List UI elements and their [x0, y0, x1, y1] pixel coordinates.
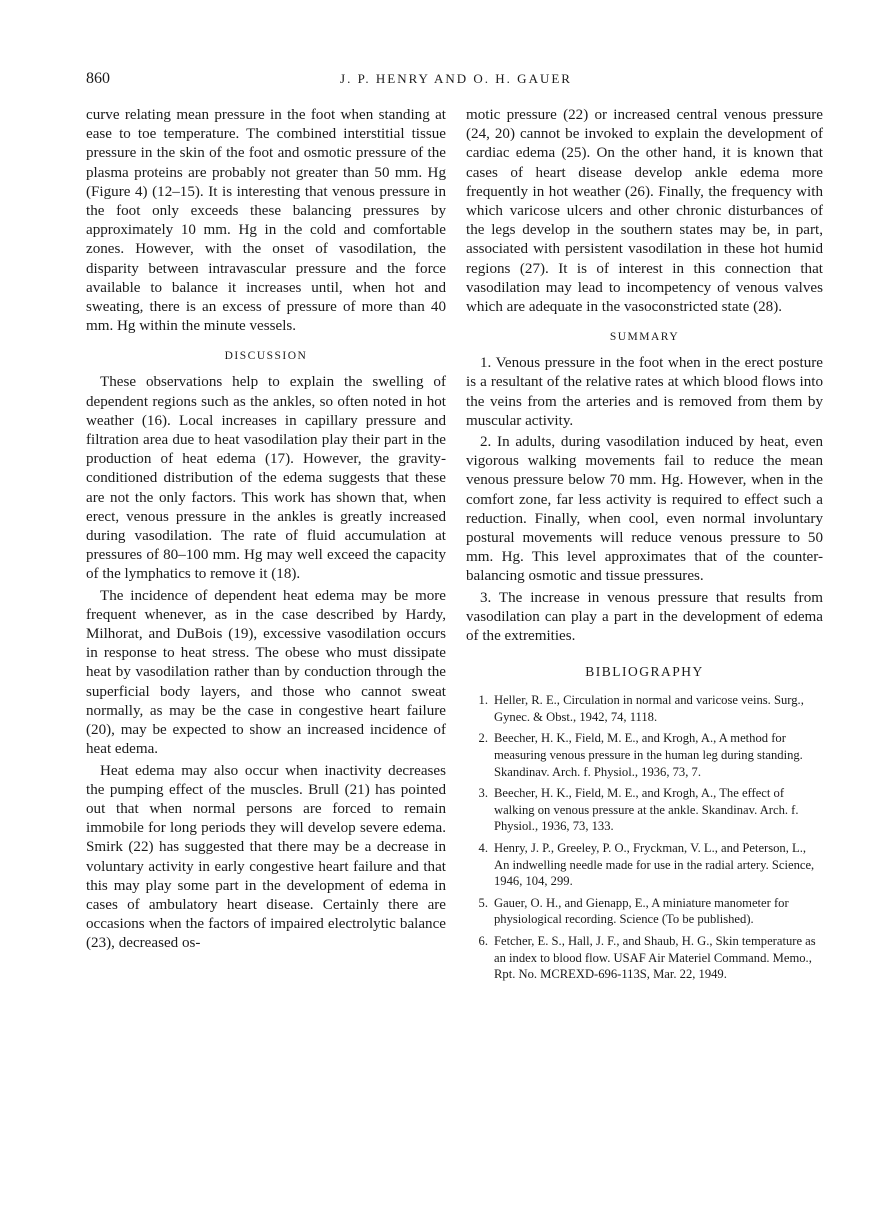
reference-text: Fetcher, E. S., Hall, J. F., and Shaub, H. G., Skin temperature as an index to blood flow. USAF Air Materiel Command. Memo., Rpt. No. MCREXD-696-113S, Mar. 22, 1949. — [494, 934, 816, 982]
reference-item — [466, 895, 823, 928]
reference-item — [466, 840, 823, 890]
reference-number: 2. — [478, 731, 488, 746]
discussion-paragraph-3: Heat edema may also occur when inactivity decreases the pumping effect of the muscles. Brull (21) has pointed out that when normal persons are forced to remain immobile for long periods they will develop severe edema. Smirk (22) has suggested that there may be a decrease in voluntary activity in early congestive heart failure and that this may play some part in the development of edema in cases of ambulatory heart disease. Certainly there are occasions when the factors of impaired electrolytic balance (23), decreased os- — [86, 762, 446, 952]
reference-text: Heller, R. E., Circulation in normal and varicose veins. Surg., Gynec. & Obst., 1942, 74, 1118. — [494, 693, 804, 724]
discussion-heading: DISCUSSION — [224, 350, 308, 363]
reference-text: Beecher, H. K., Field, M. E., and Krogh, A., The effect of walking on venous pressure at the ankle. Skandinav. Arch. f. Physiol., 1936, 73, 133. — [494, 786, 799, 834]
reference-item — [466, 692, 823, 725]
page-header — [86, 70, 826, 92]
discussion-paragraph-1: These observations help to explain the swelling of dependent regions such as the ankles, so often noted in hot weather (16). Local increases in capillary pressure and filtration area due to heat vasodilation play their part in the production of heat edema (17). However, the gravity-conditioned distribution of the edema suggests that these are not the only factors. This work has shown that, when erect, venous pressure in the ankles is greatly increased during vasodilation. The rate of fluid accumulation at pressures of 80–100 mm. Hg may well exceed the capacity of the lymphatics to remove it (18). — [86, 374, 446, 583]
right-column — [466, 106, 823, 988]
summary-point-1: 1. Venous pressure in the foot when in the erect posture is a resultant of the relative rates at which blood flows into the veins from the arteries and is removed from them by muscular activity. — [466, 355, 823, 429]
left-column — [86, 106, 446, 954]
summary-point-3: 3. The increase in venous pressure that results from vasodilation can play a part in the development of edema of the extremities. — [466, 589, 823, 645]
bibliography-heading: BIBLIOGRAPHY — [585, 664, 704, 680]
reference-number: 6. — [478, 934, 488, 948]
reference-number: 5. — [478, 895, 488, 910]
discussion-paragraph-continued: motic pressure (22) or increased central venous pressure (24, 20) cannot be invoked to explain the development of cardiac edema (25). On the other hand, it is known that cases of heart disease develop ankle edema more frequently in hot weather (26). Finally, the frequency with which varicose ulcers and other chronic disturbances of the legs develop in the southern states may be, in part, associated with persistent vasodilation in these hot humid regions (27). It is of interest in this connection that vasodilation may lead to incompetency of venous valves which are adequate in the vasoconstricted state (28). — [466, 107, 823, 316]
page-number: 860 — [86, 70, 110, 87]
reference-item — [466, 730, 823, 780]
reference-text: Gauer, O. H., and Gienapp, E., A miniature manometer for physiological recording. Science (To be published). — [494, 895, 789, 927]
reference-number: 1. — [478, 693, 488, 708]
paragraph-continued: curve relating mean pressure in the foot when standing at ease to toe temperature. The combined interstitial tissue pressure in the skin of the foot and osmotic pressure of the plasma proteins are probably not greater than 50 mm. Hg (Figure 4) (12–15). It is interesting that venous pressure in the foot only exceeds these balancing pressures by approximately 10 mm. Hg in the cold and comfortable zones. However, with the onset of vasodilation, the disparity between intravascular pressure and the force available to balance it increases until, when hot and sweating, there is an excess of pressure of more than 40 mm. Hg within the minute vessels. — [86, 107, 446, 335]
running-head: J. P. HENRY AND O. H. GAUER — [340, 71, 572, 86]
reference-number: 4. — [478, 841, 488, 856]
reference-list — [466, 692, 823, 983]
reference-number: 3. — [478, 786, 488, 801]
reference-text: Henry, J. P., Greeley, P. O., Fryckman, V. L., and Peterson, L., An indwelling needle made for use in the radial artery. Science, 1946, 104, 299. — [494, 841, 815, 889]
reference-item — [466, 933, 823, 983]
summary-point-2: 2. In adults, during vasodilation induced by heat, even vigorous walking movements fail to reduce the mean venous pressure below 70 mm. Hg. However, when in the comfort zone, far less activity is required to effect such a reduction. Finally, when cool, even normal involuntary postural movements will reduce venous pressure to 50 mm. Hg. This level approximates that of the counter-balancing osmotic and tissue pressures. — [466, 434, 823, 585]
reference-item — [466, 785, 823, 835]
summary-heading: SUMMARY — [609, 331, 680, 344]
reference-text: Beecher, H. K., Field, M. E., and Krogh, A., A method for measuring venous pressure in the human leg during standing. Skandinav. Arch. f. Physiol., 1936, 73, 7. — [494, 731, 803, 779]
discussion-paragraph-2: The incidence of dependent heat edema may be more frequent whenever, as in the case described by Hardy, Milhorat, and DuBois (19), excessive vasodilation occurs in response to heat stress. The obese who must dissipate heat by vasodilation rather than by conduction through the superficial body layers, and those who cannot sweat normally, as may be the case in congestive heart failure (20), may be expected to show an increased incidence of heat edema. — [86, 587, 446, 758]
